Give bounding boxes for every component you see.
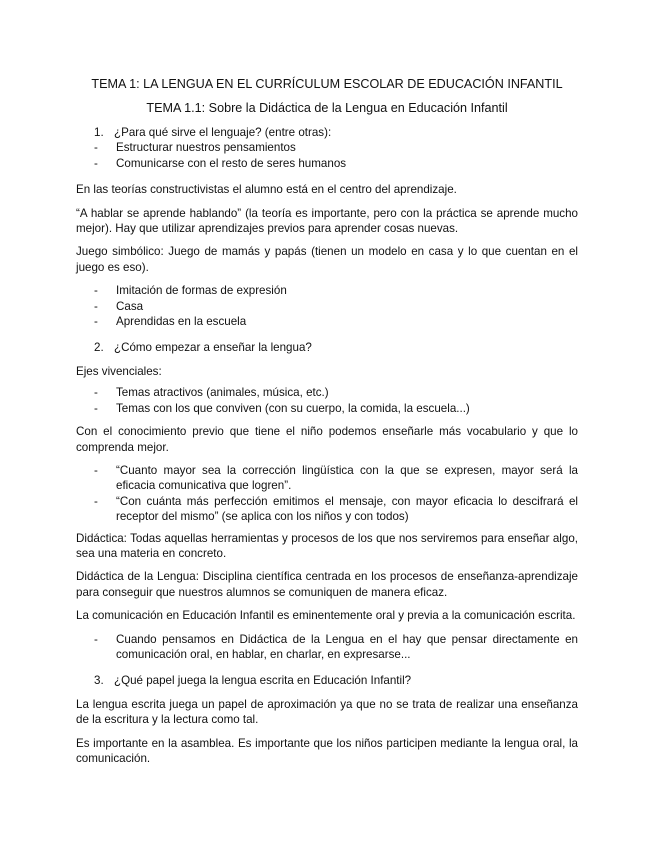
list-item — [76, 494, 578, 525]
list-item — [76, 314, 578, 329]
list-dash: - — [94, 494, 98, 508]
question-number: 3. — [94, 674, 104, 688]
question-text: ¿Qué papel juega la lengua escrita en Educación Infantil? — [114, 674, 412, 688]
paragraph: La comunicación en Educación Infantil es eminentemente oral y previa a la comunicación escrita. — [76, 609, 576, 623]
list-dash: - — [94, 632, 98, 646]
list-item — [76, 140, 578, 155]
list-item-text: Casa — [116, 299, 144, 313]
list-item-text: “Con cuánta más perfección emitimos el mensaje, con mayor eficacia lo descifrará el receptor del mismo” (se aplica con los niños y con todos) — [116, 494, 578, 524]
list-item — [76, 401, 578, 416]
juego-list — [76, 283, 578, 329]
paragraph: “A hablar se aprende hablando” (la teoría es importante, pero con la práctica se aprende mucho mejor). Hay que utilizar aprendizajes previos para aprender cosas nuevas. — [76, 206, 578, 236]
list-item-text: Temas con los que conviven (con su cuerpo, la comida, la escuela...) — [116, 401, 470, 415]
paragraph: Didáctica de la Lengua: Disciplina científica centrada en los procesos de enseñanza-aprendizaje para conseguir que nuestros alumnos se comuniquen de manera eficaz. — [76, 570, 578, 599]
question-2 — [76, 340, 578, 355]
list-dash: - — [94, 315, 98, 329]
comunicacion-list — [76, 632, 578, 663]
list-item — [76, 283, 578, 298]
paragraph: Con el conocimiento previo que tiene el niño podemos enseñarle más vocabulario y que lo comprenda mejor. — [76, 425, 578, 454]
list-item-text: Aprendidas en la escuela — [116, 315, 247, 329]
list-dash: - — [94, 401, 98, 415]
question-text: ¿Cómo empezar a enseñar la lengua? — [114, 341, 312, 355]
list-item — [76, 632, 578, 663]
list-dash: - — [94, 299, 98, 313]
paragraph: Didáctica: Todas aquellas herramientas y procesos de los que nos serviremos para enseñar algo, sea una materia en concreto. — [76, 531, 578, 560]
ejes-list — [76, 385, 578, 416]
list-item — [76, 299, 578, 314]
paragraph: La lengua escrita juega un papel de aproximación ya que no se trata de realizar una enseñanza de la escritura y la lectura como tal. — [76, 697, 578, 727]
list-item — [76, 156, 578, 171]
list-item — [76, 385, 578, 400]
paragraph: Ejes vivenciales: — [76, 364, 162, 378]
page-subtitle: TEMA 1.1: Sobre la Didáctica de la Lengua en Educación Infantil — [146, 101, 508, 115]
paragraph: En las teorías constructivistas el alumno está en el centro del aprendizaje. — [76, 183, 457, 197]
list-dash: - — [94, 284, 98, 298]
question-number: 2. — [94, 341, 104, 355]
q1-list — [76, 140, 578, 171]
question-3 — [76, 673, 578, 688]
list-item-text: Estructurar nuestros pensamientos — [116, 141, 296, 155]
paragraph: Es importante en la asamblea. Es importante que los niños participen mediante la lengua oral, la comunicación. — [76, 736, 578, 765]
paragraph: Juego simbólico: Juego de mamás y papás (tienen un modelo en casa y lo que cuentan en el juego es eso). — [76, 245, 578, 274]
list-dash: - — [94, 463, 98, 477]
list-item — [76, 463, 578, 494]
question-text: ¿Para qué sirve el lenguaje? (entre otras): — [114, 126, 332, 139]
page-title: TEMA 1: LA LENGUA EN EL CURRÍCULUM ESCOLAR DE EDUCACIÓN INFANTIL — [91, 77, 563, 91]
question-number: 1. — [94, 126, 104, 139]
list-item-text: Cuando pensamos en Didáctica de la Lengua en el hay que pensar directamente en comunicación oral, en hablar, en charlar, en expresarse... — [116, 632, 578, 661]
list-item-text: Comunicarse con el resto de seres humanos — [116, 156, 347, 170]
list-item-text: Imitación de formas de expresión — [116, 284, 287, 298]
question-1 — [76, 125, 578, 140]
list-dash: - — [94, 141, 98, 155]
list-item-text: Temas atractivos (animales, música, etc.) — [116, 386, 329, 400]
list-dash: - — [94, 386, 98, 400]
list-dash: - — [94, 156, 98, 170]
quotes-list — [76, 463, 578, 525]
list-item-text: “Cuanto mayor sea la corrección lingüística con la que se expresen, mayor será la eficacia comunicativa que logren”. — [116, 463, 578, 493]
